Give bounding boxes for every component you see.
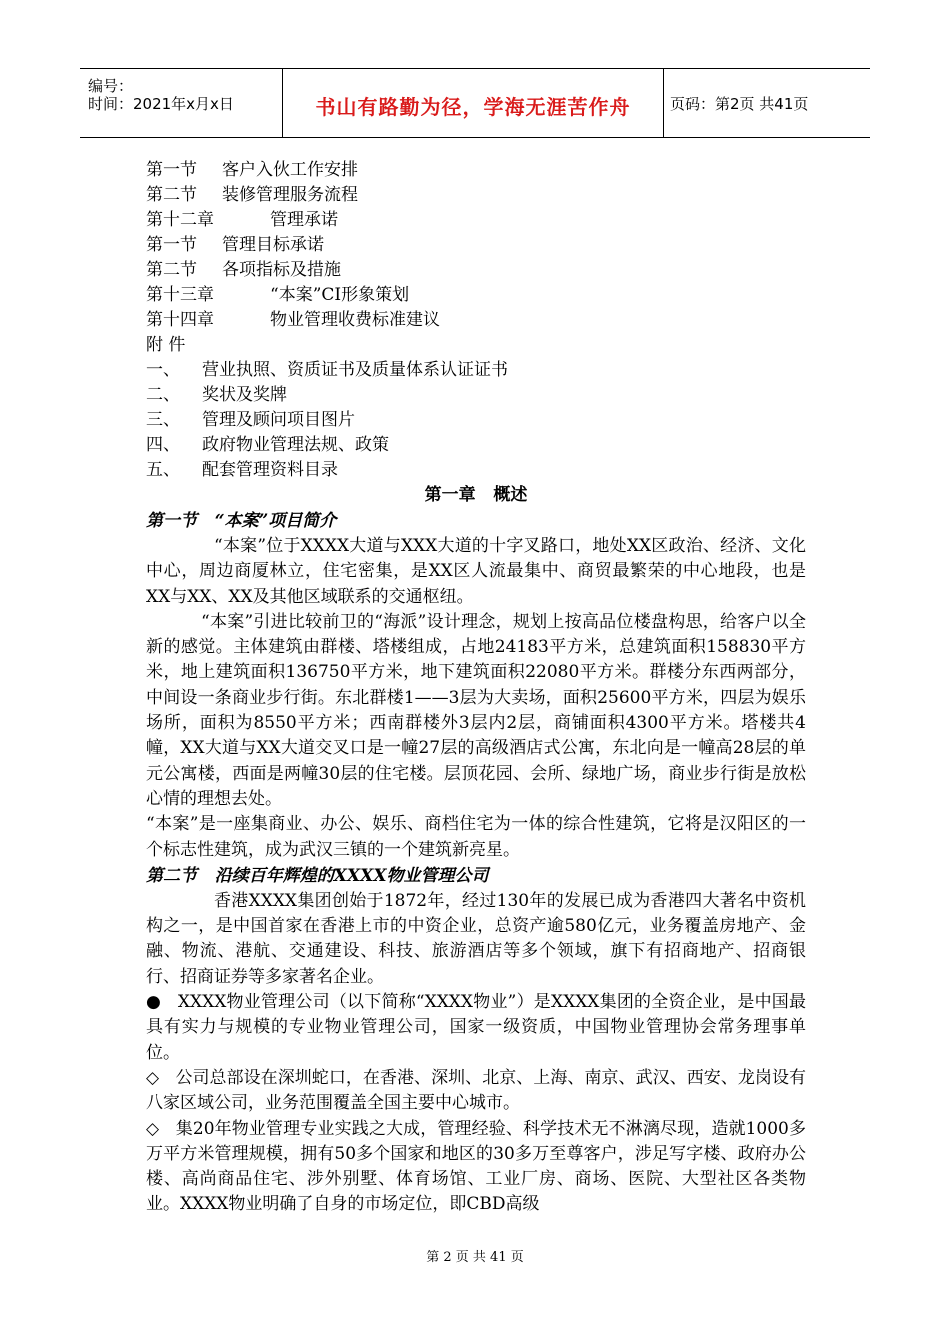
toc-item-number: 第十二章 <box>146 210 214 230</box>
section-heading: 第二节 沿续百年辉煌的XXXX物业管理公司 <box>146 865 489 886</box>
toc-item-title: 装修管理服务流程 <box>222 185 358 205</box>
bullet-paragraph: ◇ 集20年物业管理专业实践之大成，管理经验、科学技术无不淋漓尽现，造就1000多万平方米管理规模，拥有50多个国家和地区的30多万至尊客户，涉足写字楼、政府办公楼、高尚商品住宅、涉外别墅、体育场馆、工业厂房、商场、医院、大型社区各类物业。XXXX物业明确了自身的市场定位，即CBD高级 <box>146 1118 806 1215</box>
toc-item-number: 第一节 <box>146 235 197 255</box>
header-motto-cell <box>283 69 664 137</box>
toc-item-number: 附 件 <box>146 335 186 355</box>
toc-item-title: 营业执照、资质证书及质量体系认证证书 <box>202 360 508 380</box>
toc-item-number: 第一节 <box>146 160 197 180</box>
toc-item <box>146 333 508 358</box>
paragraph: “本案”是一座集商业、办公、娱乐、商档住宅为一体的综合性建筑，它将是汉阳区的一个标志性建筑，成为武汉三镇的一个建筑新亮星。 <box>146 814 806 860</box>
toc-item-number: 三、 <box>146 410 180 430</box>
section-heading: 第一节 “本案”项目简介 <box>146 511 337 531</box>
toc-item-title: 管理及顾问项目图片 <box>202 410 355 430</box>
page-header <box>80 68 870 138</box>
toc-item-number: 一、 <box>146 360 180 380</box>
toc-item <box>146 358 508 383</box>
header-page-label: 页码：第2页 共41页 <box>670 95 809 113</box>
chapter-content <box>146 482 806 1218</box>
toc-item-title: 政府物业管理法规、政策 <box>202 435 389 455</box>
toc-item-number: 第十三章 <box>146 285 214 305</box>
toc-item <box>146 183 508 208</box>
toc-item <box>146 433 508 458</box>
table-of-contents <box>146 158 508 483</box>
document-code-label: 编号： <box>88 77 134 95</box>
header-motto: 书山有路勤为径，学海无涯苦作舟 <box>315 95 631 119</box>
bullet-paragraph: ◇ 公司总部设在深圳蛇口，在香港、深圳、北京、上海、南京、武汉、西安、龙岗设有八家区域公司，业务范围覆盖全国主要中心城市。 <box>146 1067 806 1114</box>
page-footer: 第 2 页 共 41 页 <box>426 1250 524 1265</box>
toc-item <box>146 308 508 333</box>
toc-item-title: “本案”CI形象策划 <box>270 285 410 305</box>
toc-item <box>146 233 508 258</box>
toc-item <box>146 408 508 433</box>
toc-item-title: 管理承诺 <box>270 210 338 230</box>
toc-item <box>146 208 508 233</box>
paragraph: 香港XXXX集团创始于1872年，经过130年的发展已成为香港四大著名中资机构之一，是中国首家在香港上市的中资企业，总资产逾580亿元，业务覆盖房地产、金融、物流、港航、交通建设、科技、旅游酒店等多个领域，旗下有招商地产、招商银行、招商证券等多家著名企业。 <box>146 890 806 987</box>
toc-item <box>146 283 508 308</box>
toc-item <box>146 383 508 408</box>
bullet-paragraph: ● XXXX物业管理公司（以下简称“XXXX物业”）是XXXX集团的全资企业，是中国最具有实力与规模的专业物业管理公司，国家一级资质，中国物业管理协会常务理事单位。 <box>146 992 806 1063</box>
header-info-cell <box>80 69 283 137</box>
toc-item-title: 管理目标承诺 <box>222 235 324 255</box>
header-page-cell <box>664 69 870 137</box>
chapter-title: 第一章 概述 <box>424 485 528 505</box>
toc-item-number: 第二节 <box>146 185 197 205</box>
toc-item-title: 物业管理收费标准建议 <box>270 310 440 330</box>
toc-item-number: 第十四章 <box>146 310 214 330</box>
toc-item <box>146 258 508 283</box>
toc-item-number: 二、 <box>146 385 180 405</box>
toc-item <box>146 158 508 183</box>
toc-item-title: 客户入伙工作安排 <box>222 160 358 180</box>
toc-item-number: 五、 <box>146 460 180 480</box>
toc-item <box>146 458 508 483</box>
toc-item-title: 奖状及奖牌 <box>202 385 287 405</box>
toc-item-number: 第二节 <box>146 260 197 280</box>
paragraph: “本案”引进比较前卫的“海派”设计理念，规划上按高品位楼盘构思，给客户以全新的感觉。主体建筑由群楼、塔楼组成，占地24183平方米，总建筑面积158830平方米，地上建筑面积136750平方米，地下建筑面积22080平方米。群楼分东西两部分，中间设一条商业步行街。东北群楼1——3层为大卖场，面积25600平方米，四层为娱乐场所，面积为8550平方米；西南群楼外3层内2层，商铺面积4300平方米。塔楼共4幢，XX大道与XX大道交叉口是一幢27层的高级酒店式公寓，东北向是一幢高28层的单元公寓楼，西面是两幢30层的住宅楼。层顶花园、会所、绿地广场，商业步行街是放松心情的理想去处。 <box>146 611 806 809</box>
toc-item-number: 四、 <box>146 435 180 455</box>
paragraph: “本案”位于XXXX大道与XXX大道的十字叉路口，地处XX区政治、经济、文化中心，周边商厦林立，住宅密集，是XX区人流最集中、商贸最繁荣的中心地段，也是XX与XX、XX及其他区域联系的交通枢纽。 <box>146 536 806 607</box>
toc-item-title: 各项指标及措施 <box>222 260 341 280</box>
toc-item-title: 配套管理资料目录 <box>202 460 338 480</box>
document-time-label: 时间：2021年x月x日 <box>88 95 234 113</box>
